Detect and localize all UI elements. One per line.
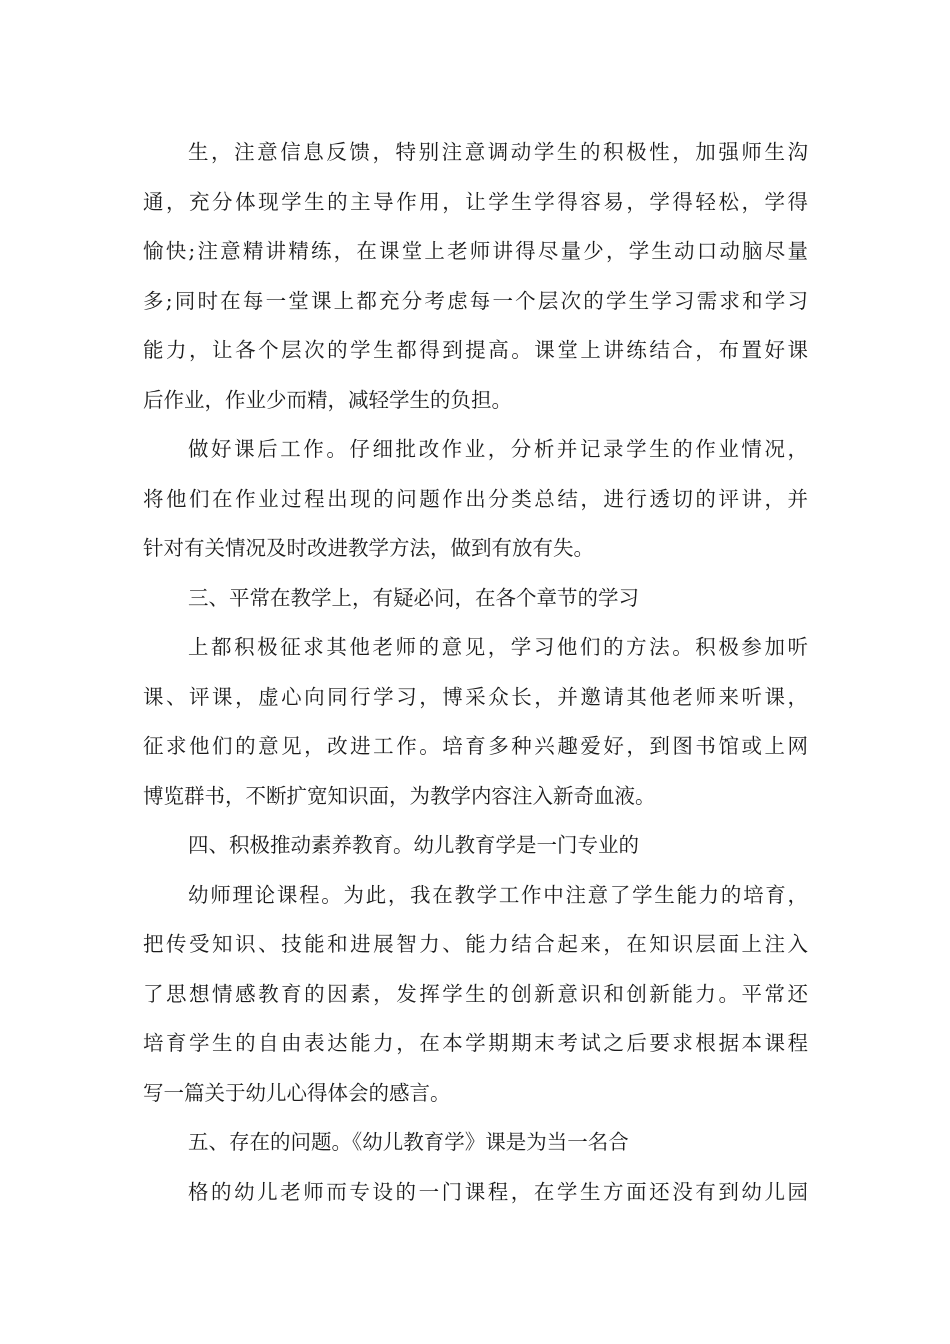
text-line: 培育学生的自由表达能力，在本学期期末考试之后要求根据本课程 <box>143 1031 808 1055</box>
text-line: 通，充分体现学生的主导作用，让学生学得容易，学得轻松，学得 <box>143 189 808 214</box>
text-line: 格的幼儿老师而专设的一门课程，在学生方面还没有到幼儿园 <box>188 1179 808 1204</box>
text-line: 多;同时在每一堂课上都充分考虑每一个层次的学生学习需求和学习 <box>143 288 808 313</box>
text-line: 能力，让各个层次的学生都得到提高。课堂上讲练结合，布置好课 <box>143 338 808 362</box>
text-line: 把传受知识、技能和进展智力、能力结合起来，在知识层面上注入 <box>143 932 808 956</box>
text-line: 写一篇关于幼儿心得体会的感言。 <box>143 1080 451 1105</box>
text-line: 了思想情感教育的因素，发挥学生的创新意识和创新能力。平常还 <box>143 981 808 1006</box>
text-line: 三、平常在教学上，有疑必问，在各个章节的学习 <box>188 585 639 610</box>
body-text <box>143 128 808 1217</box>
text-line: 后作业，作业少而精，减轻学生的负担。 <box>143 387 512 412</box>
text-line: 课、评课，虚心向同行学习，博采众长，并邀请其他老师来听课， <box>143 684 808 709</box>
text-line: 幼师理论课程。为此，我在教学工作中注意了学生能力的培育， <box>188 882 808 907</box>
text-line: 四、积极推动素养教育。幼儿教育学是一门专业的 <box>188 833 639 857</box>
text-line: 博览群书，不断扩宽知识面，为教学内容注入新奇血液。 <box>143 783 656 808</box>
text-line: 将他们在作业过程出现的问题作出分类总结，进行透切的评讲，并 <box>143 486 808 511</box>
text-line: 做好课后工作。仔细批改作业，分析并记录学生的作业情况， <box>188 437 808 461</box>
text-line: 生，注意信息反馈，特别注意调动学生的积极性，加强师生沟 <box>188 140 808 164</box>
text-line: 针对有关情况及时改进教学方法，做到有放有失。 <box>143 536 594 560</box>
text-line: 五、存在的问题。《幼儿教育学》课是为当一名合 <box>188 1130 629 1154</box>
text-line: 愉快;注意精讲精练，在课堂上老师讲得尽量少，学生动口动脑尽量 <box>143 239 808 263</box>
text-line: 上都积极征求其他老师的意见，学习他们的方法。积极参加听 <box>188 635 808 659</box>
text-line: 征求他们的意见，改进工作。培育多种兴趣爱好，到图书馆或上网 <box>143 734 808 758</box>
